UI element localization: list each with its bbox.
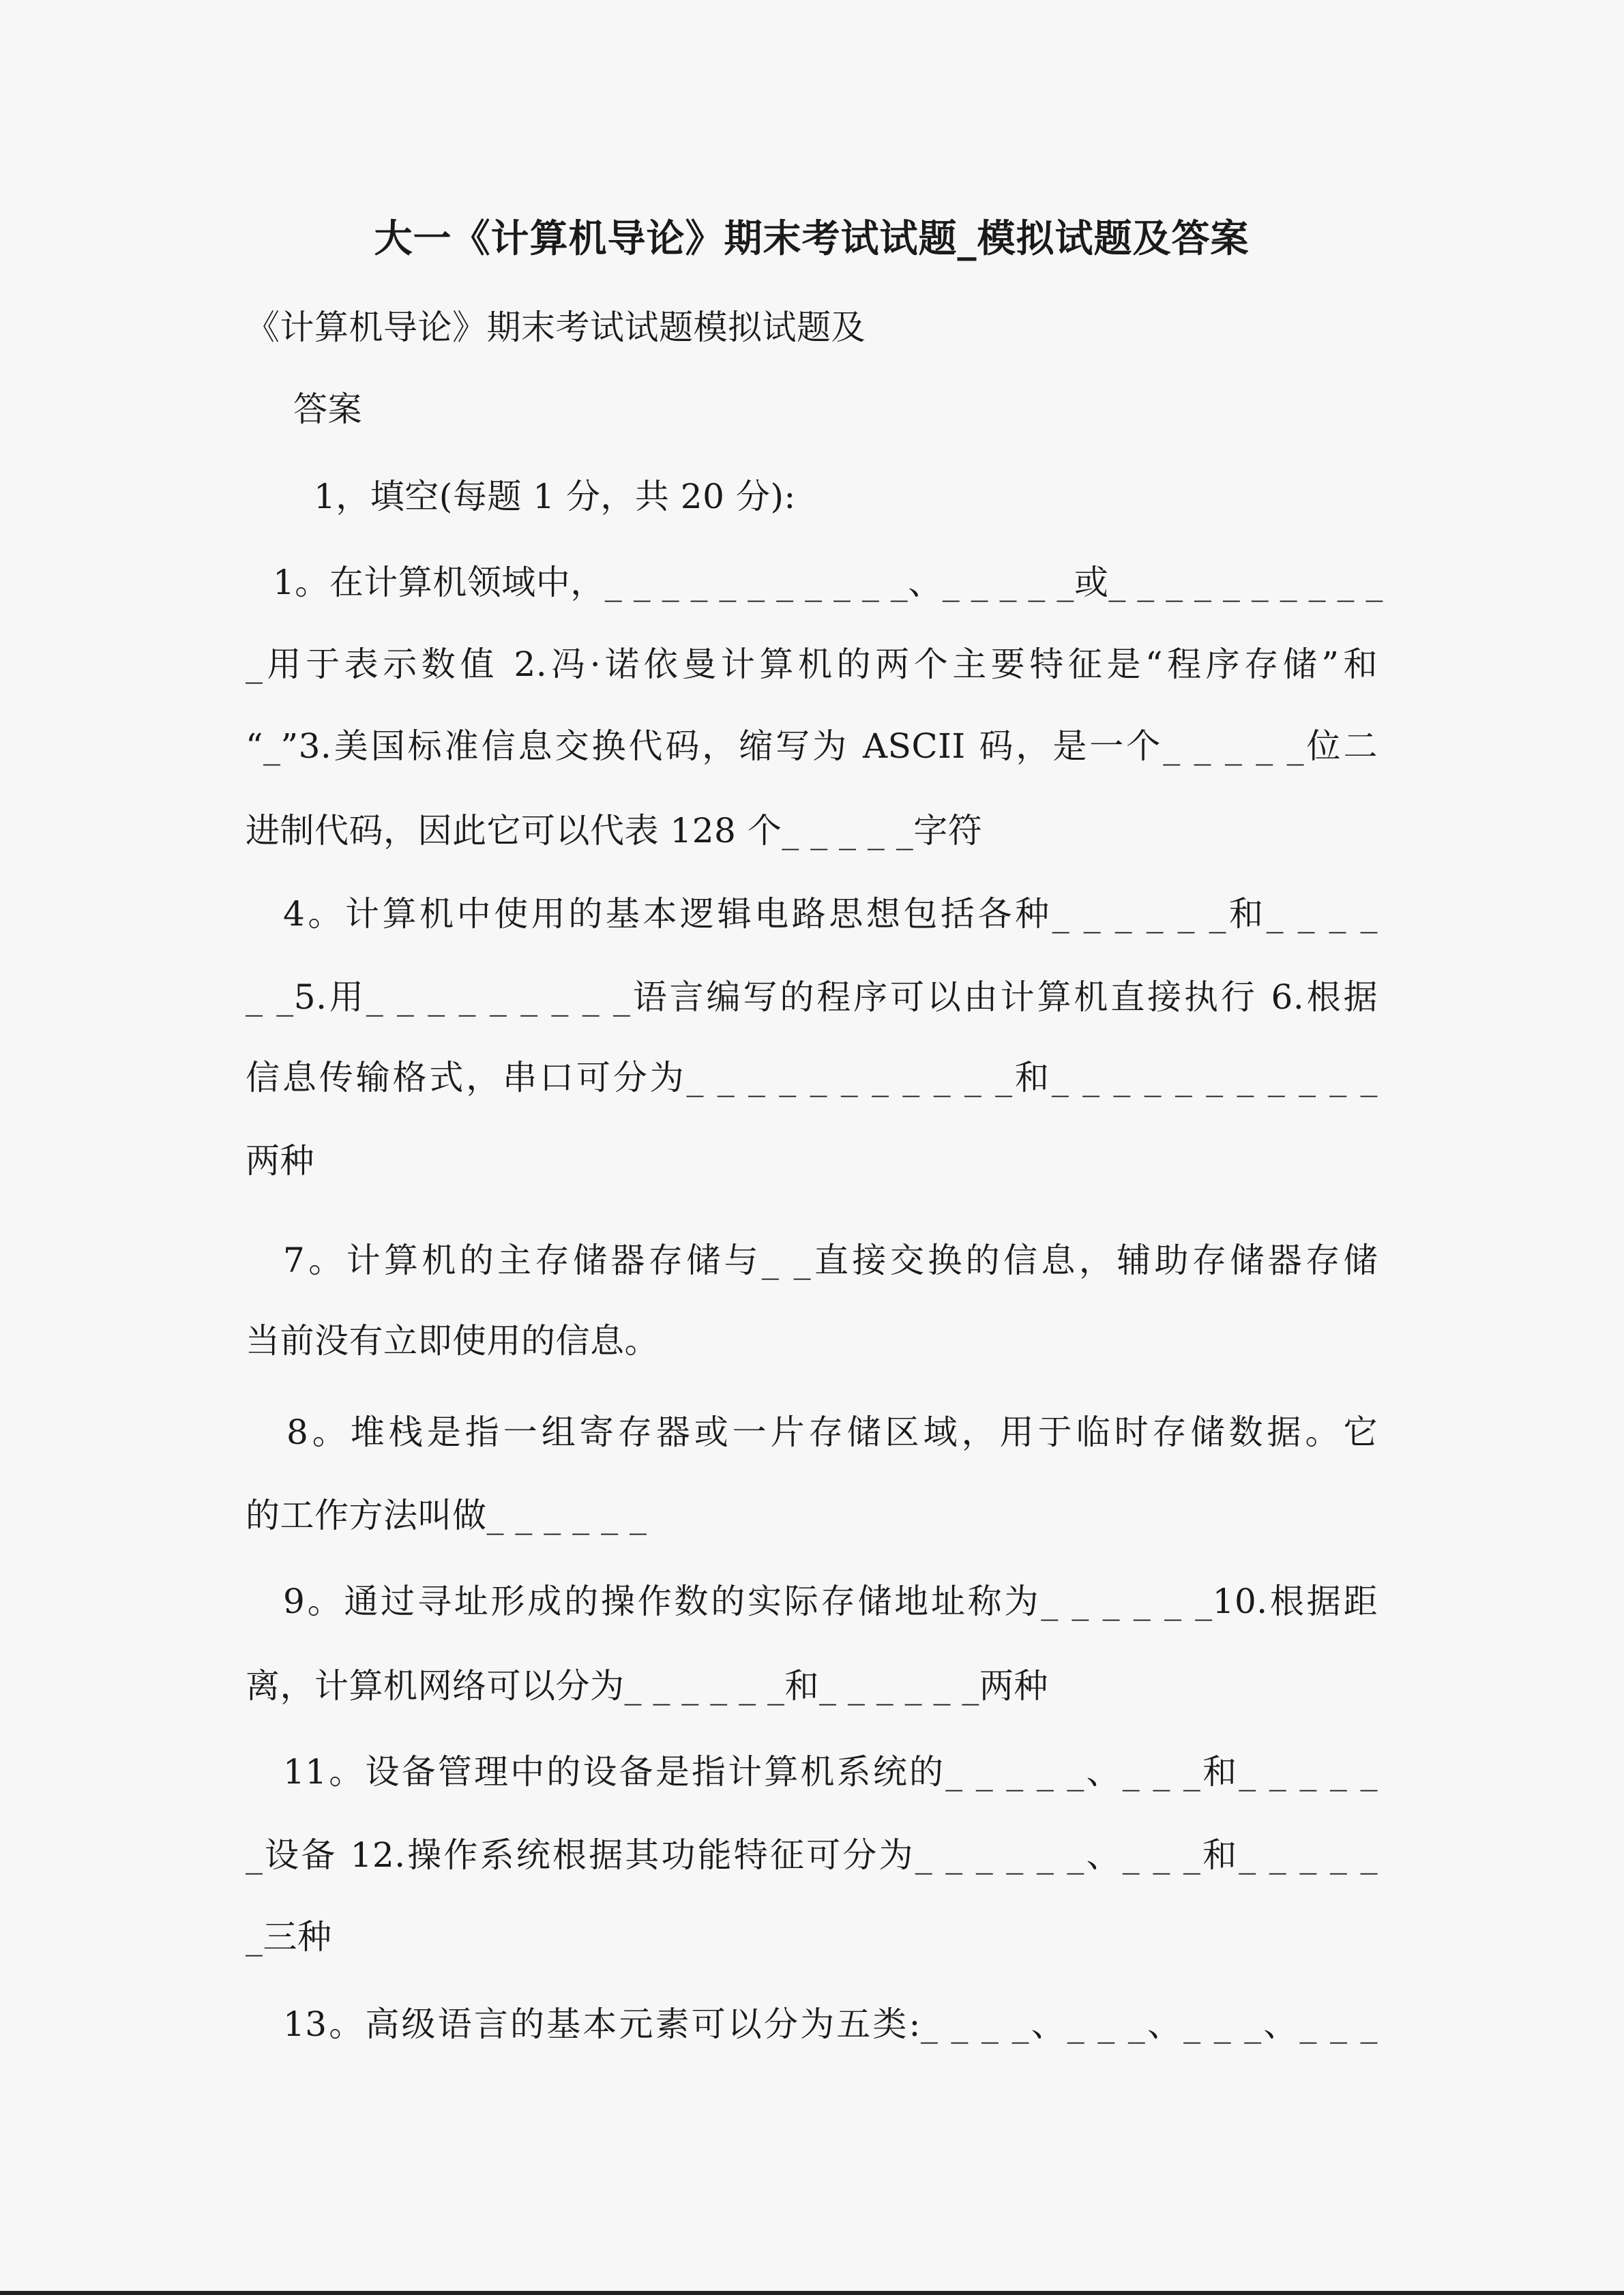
text-line: 11。设备管理中的设备是指计算机系统的_ _ _ _ _、_ _ _和_ _ _ _ _ (283, 1752, 1378, 1792)
text-line: _用于表示数值 2.冯·诺依曼计算机的两个主要特征是“程序存储”和 (246, 645, 1378, 684)
text-line: 离，计算机网络可以分为_ _ _ _ _ _和_ _ _ _ _ _两种 (246, 1666, 1048, 1706)
text-line: 4。计算机中使用的基本逻辑电路思想包括各种_ _ _ _ _ _和_ _ _ _ (283, 894, 1378, 934)
document-title: 大一《计算机导论》期末考试试题_模拟试题及答案 (374, 216, 1250, 261)
text-line: 8。堆栈是指一组寄存器或一片存储区域，用于临时存储数据。它 (286, 1412, 1378, 1452)
text-line: _ _5.用_ _ _ _ _ _ _ _ _语言编写的程序可以由计算机直接执行 6.根据 (246, 977, 1378, 1017)
text-line: 当前没有立即使用的信息。 (246, 1321, 659, 1361)
text-line: 进制代码，因此它可以代表 128 个_ _ _ _ _字符 (246, 811, 983, 850)
text-line: 7。计算机的主存储器存储与_ _直接交换的信息，辅助存储器存储 (283, 1241, 1378, 1280)
text-line: 信息传输格式，串口可分为_ _ _ _ _ _ _ _ _ _ _和_ _ _ _ _ _ _ _ _ _ _ (246, 1058, 1378, 1097)
text-line: 9。通过寻址形成的操作数的实际存储地址称为_ _ _ _ _ _10.根据距 (283, 1582, 1378, 1621)
text-line: 两种 (246, 1141, 314, 1181)
text-line: 答案 (293, 389, 362, 429)
page-bottom-border (0, 2291, 1624, 2295)
section-heading: 1，填空(每题 1 分，共 20 分): (314, 477, 796, 516)
text-line: 1。在计算机领域中，_ _ _ _ _ _ _ _ _ _ _、_ _ _ _ _或_ _ _ _ _ _ _ _ _ _ (273, 563, 1383, 602)
text-line: 《计算机导论》期末考试试题模拟试题及 (246, 308, 866, 347)
text-line: “_”3.美国标准信息交换代码，缩写为 ASCII 码，是一个_ _ _ _ _位二 (246, 726, 1378, 766)
text-line: 的工作方法叫做_ _ _ _ _ _ (246, 1496, 647, 1535)
text-line: 13。高级语言的基本元素可以分为五类:_ _ _ _、_ _ _、_ _ _、_ _ _ (283, 2004, 1378, 2044)
text-line: _三种 (246, 1917, 332, 1957)
text-line: _设备 12.操作系统根据其功能特征可分为_ _ _ _ _ _、_ _ _和_ _ _ _ _ (246, 1835, 1378, 1875)
